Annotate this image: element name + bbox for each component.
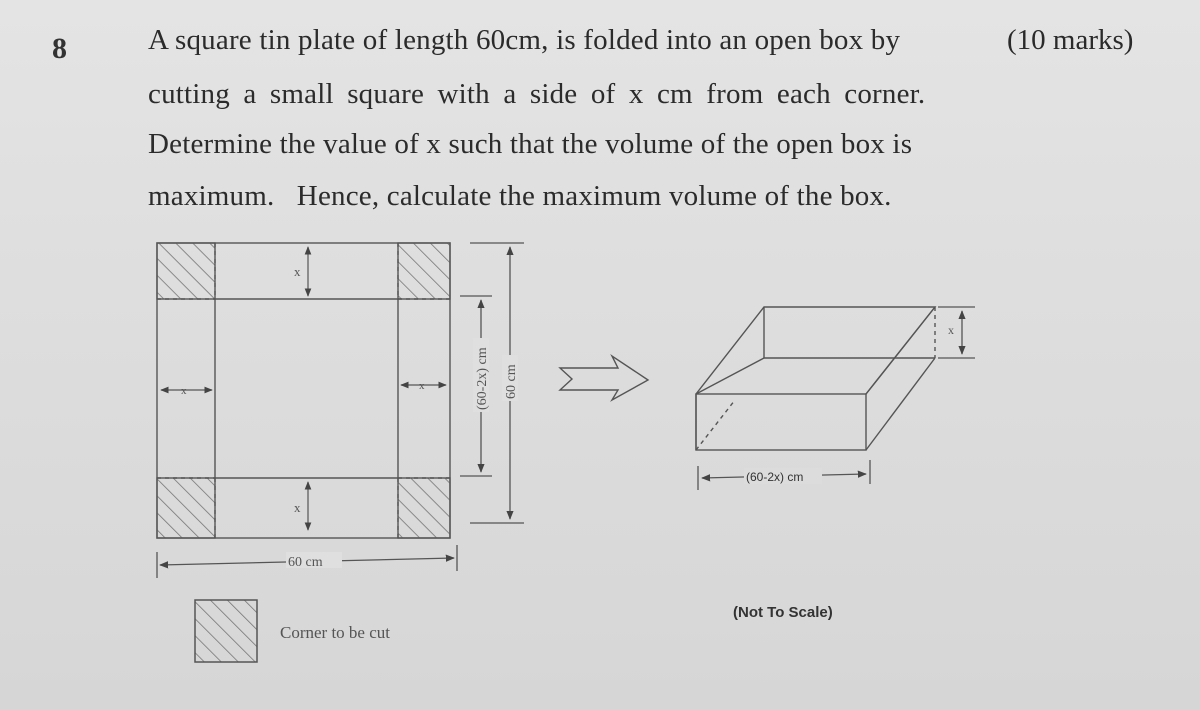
- legend-label: Corner to be cut: [280, 623, 390, 642]
- open-box: [696, 307, 935, 450]
- corner-cut-bottom-left: [157, 478, 215, 538]
- side-label: 60 cm: [288, 555, 323, 570]
- corner-cut-top-right: [398, 243, 450, 299]
- cut-label-right: x: [419, 380, 425, 392]
- box-height-label: x: [948, 323, 954, 337]
- question-line-2: cutting a small square with a side of x cm from each corner.: [148, 78, 926, 110]
- cut-label-left: x: [181, 385, 187, 397]
- corner-cut-top-left: [157, 243, 215, 299]
- marks-label: (10 marks): [1007, 24, 1134, 56]
- question-line-4: maximum. Hence, calculate the maximum volume of the box.: [148, 180, 892, 212]
- question-line-3: Determine the value of x such that the volume of the open box is: [148, 128, 913, 160]
- not-to-scale-note: (Not To Scale): [733, 604, 833, 621]
- box-width-label: (60-2x) cm: [746, 470, 804, 484]
- cut-label-top: x: [294, 264, 301, 279]
- legend-hatch-swatch: [195, 600, 257, 662]
- box-height-dimension: [938, 307, 975, 358]
- inner-side-label: (60-2x) cm: [475, 347, 490, 410]
- question-number: 8: [52, 32, 67, 65]
- corner-cut-bottom-right: [398, 478, 450, 538]
- cut-label-bottom: x: [294, 500, 301, 515]
- transform-arrow-icon: [560, 356, 648, 400]
- height-label: 60 cm: [504, 364, 519, 399]
- question-line-1: A square tin plate of length 60cm, is folded into an open box by: [148, 24, 901, 56]
